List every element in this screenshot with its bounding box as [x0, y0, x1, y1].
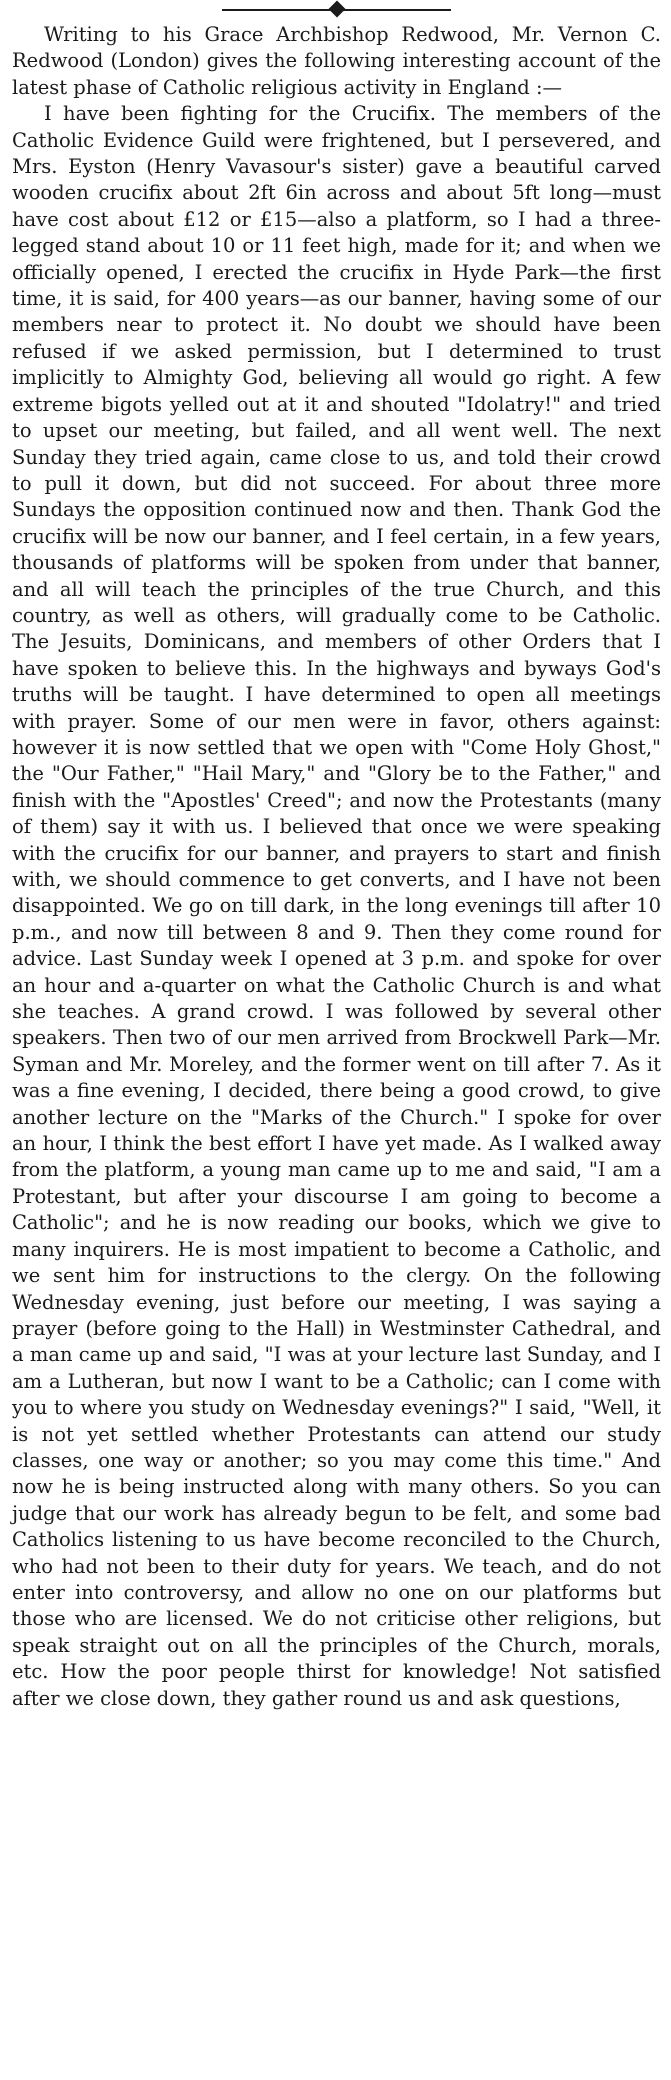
- intro-paragraph: Writing to his Grace Archbishop Redwood, Mr. Vernon C. Redwood (London) gives the following interesting account of the latest phase of Catholic religious activity in England :—: [12, 23, 661, 99]
- ornamental-rule: [12, 0, 661, 22]
- diamond-ornament-icon: [328, 1, 345, 18]
- article: [12, 22, 661, 1712]
- body-paragraph: I have been fighting for the Crucifix. The members of the Catholic Evidence Guild were frightened, but I persevered, and Mrs. Eyston (Henry Vavasour's sister) gave a beautiful carved wooden crucifix about 2ft 6in across and about 5ft long—must have cost about £12 or £15—also a platform, so I had a three-legged stand about 10 or 11 feet high, made for it; and when we officially opened, I erected the crucifix in Hyde Park—the first time, it is said, for 400 years—as our banner, having some of our members near to protect it. No doubt we should have been refused if we asked permission, but I determined to trust implicitly to Almighty God, believing all would go right. A few extreme bigots yelled out at it and shouted "Idolatry!" and tried to upset our meeting, but failed, and all went well. The next Sunday they tried again, came close to us, and told their crowd to pull it down, but did not succeed. For about three more Sundays the opposition continued now and then. Thank God the crucifix will be now our banner, and I feel certain, in a few years, thousands of platforms will be spoken from under that banner, and all will teach the principles of the true Church, and this country, as well as others, will gradually come to be Catholic. The Jesuits, Dominicans, and members of other Orders that I have spoken to believe this. In the highways and byways God's truths will be taught. I have determined to open all meetings with prayer. Some of our men were in favor, others against: however it is now settled that we open with "Come Holy Ghost," the "Our Father," "Hail Mary," and "Glory be to the Father," and finish with the "Apostles' Creed"; and now the Protestants (many of them) say it with us. I believed that once we were speaking with the crucifix for our banner, and prayers to start and finish with, we should commence to get converts, and I have not been disappointed. We go on till dark, in the long evenings till after 10 p.m., and now till between 8 and 9. Then they come round for advice. Last Sunday week I opened at 3 p.m. and spoke for over an hour and a-quarter on what the Catholic Church is and what she teaches. A grand crowd. I was followed by several other speakers. Then two of our men arrived from Brockwell Park—Mr. Syman and Mr. Moreley, and the former went on till after 7. As it was a fine evening, I decided, there being a good crowd, to give another lecture on the "Marks of the Church." I spoke for over an hour, I think the best effort I have yet made. As I walked away from the platform, a young man came up to me and said, "I am a Protestant, but after your discourse I am going to become a Catholic"; and he is now reading our books, which we give to many inquirers. He is most impatient to become a Catholic, and we sent him for instructions to the clergy. On the following Wednesday evening, just before our meeting, I was saying a prayer (before going to the Hall) in Westminster Cathedral, and a man came up and said, "I was at your lecture last Sunday, and I am a Lutheran, but now I want to be a Catholic; can I come with you to where you study on Wednesday evenings?" I said, "Well, it is not yet settled whether Protestants can attend our study classes, one way or another; so you may come this time." And now he is being instructed along with many others. So you can judge that our work has already begun to be felt, and some bad Catholics listening to us have become reconciled to the Church, who had not been to their duty for years. We teach, and do not enter into controversy, and allow no one on our platforms but those who are licensed. We do not criticise other religions, but speak straight out on all the principles of the Church, morals, etc. How the poor people thirst for knowledge! Not satisfied after we close down, they gather round us and ask questions,: [12, 102, 661, 1710]
